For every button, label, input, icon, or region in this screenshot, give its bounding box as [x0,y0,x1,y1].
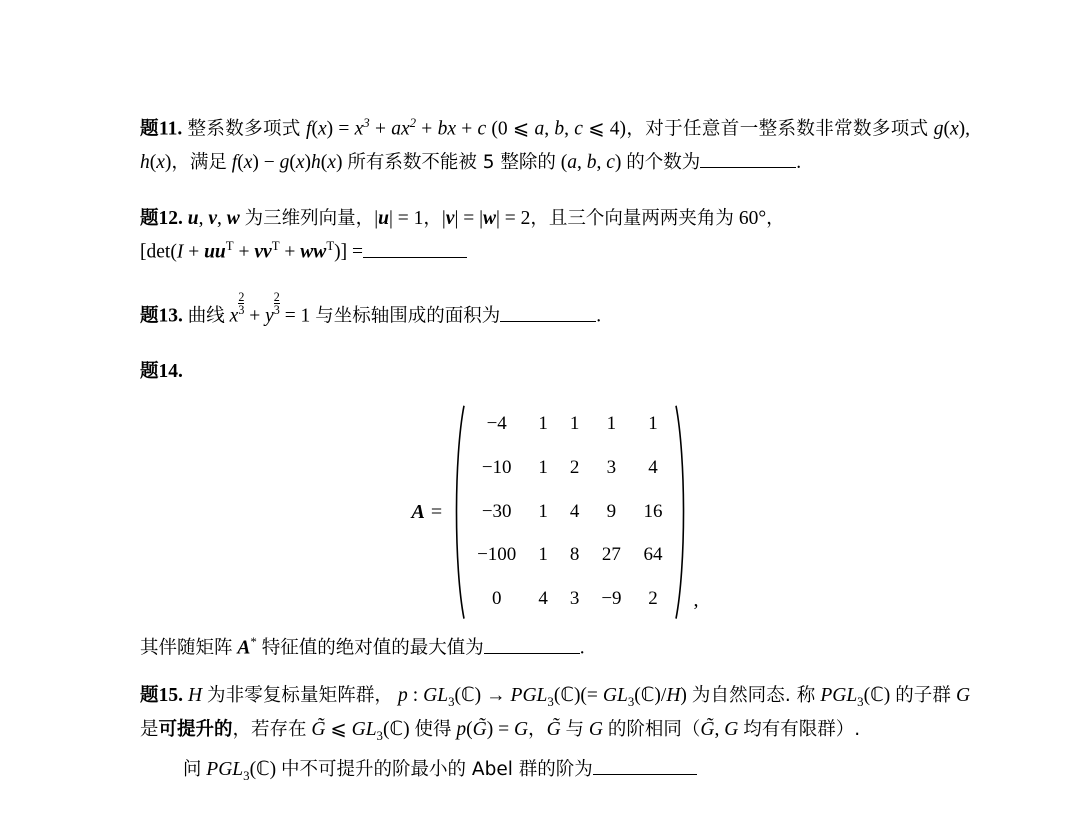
problem-11-text-1: 整系数多项式 [187,118,301,140]
problem-14-answer-blank[interactable] [484,653,580,654]
matrix-cell: 27 [601,544,621,566]
right-paren-icon [674,403,690,621]
matrix-cell: −9 [601,587,622,609]
matrix-row [466,490,673,534]
matrix-cell: −4 [486,413,507,435]
matrix-cell: 2 [648,587,658,609]
matrix-row [466,403,673,447]
matrix-cell: 0 [491,587,502,609]
problem-15-pgl: PGL [820,685,858,707]
left-paren-icon [450,403,466,621]
matrix-display [140,403,970,621]
matrix-row [466,577,673,621]
problem-15-hom: p [398,685,408,707]
matrix-cell: 3 [606,456,617,478]
matrix-row [466,534,673,578]
matrix-cell: 64 [643,544,663,566]
matrix-cell: 4 [648,456,658,478]
problem-15-label: 题 [140,685,159,707]
problem-12-number: 12. [158,207,183,229]
matrix-cell: 1 [648,413,658,435]
problem-12: 题12. u, v, w 为三维列向量，|u| = 1，|v| = |w| = 2，且三个向量两两夹角为 60°， $[\det(I + uu^T + vv^T + ww^T)]$ = [140,207,785,263]
adjugate-symbol: A [237,637,251,659]
matrix-cell: 1 [538,413,548,435]
problem-15-emph: 可提升的 [158,719,233,741]
problem-13-label: 题 [140,305,159,327]
matrix-cell: −10 [481,456,512,478]
problem-11-formula-4: ( [560,152,568,174]
matrix-cell: 1 [538,544,548,566]
matrix-cell: −30 [481,500,512,522]
problem-14-label: 题 [140,361,159,383]
problem-11-formula-3: f [231,152,238,174]
matrix-cell: 1 [569,413,580,435]
problem-11-formula-2: g [933,118,944,140]
matrix-name: A [411,500,425,523]
matrix-cell: 3 [569,587,580,609]
problem-12-det-expr: [det( [140,241,177,263]
matrix-row [466,446,673,490]
problem-11-formula-1: f [306,118,312,140]
problem-13-answer-blank[interactable] [500,321,596,322]
matrix-table [466,403,673,621]
problem-14-after-text: 其伴随矩阵 A* 特征值的绝对值的最大值为 . [140,635,585,659]
problem-12-angle: 60° [738,207,767,229]
matrix-cell: 4 [569,500,580,522]
problem-15-question-line: 问 $PGL_3(ℂ)$ 中不可提升的阶最小的 Abel 群的阶为 [140,753,970,787]
problem-15-number: 15. [158,685,183,707]
problem-11-answer-blank[interactable] [700,167,796,168]
problem-11: 题11. 整系数多项式 $f(x) = x^3 + ax^2$ + bx + c (0 ⩽ a, b, c ⩽ 4)，对于任意首一整系数非常数多项式 g(x), h(x)，满足 f(x) − g(x)h(x) 所有系数不能被 5 整除的 (a, b, c) 的个数为 . [140,116,971,174]
matrix-cell: 2 [569,456,580,478]
matrix-trailing-comma: , [693,588,699,611]
problem-11-label: 题 [140,118,159,140]
problem-15-gtilde: G̃ [311,719,326,741]
matrix-cell: 16 [643,500,663,522]
problem-12-label: 题 [140,207,159,229]
problem-14 [140,355,970,665]
matrix-cell: 9 [606,500,617,522]
problem-15: 题15. H 为非零复标量矩阵群， p : $GL_3(ℂ)$ → $PGL_3(ℂ)(=$ $GL_3(ℂ)/H$) 为自然同态. 称 $PGL_3(ℂ)$ 的子群 G 是可提升的，若存在 G̃ ⩽ $GL_3(ℂ)$ 使得 p(G̃) = G，G̃ 与 G 的阶相同（G̃, G 均有有限群）. 问 $PGL_3(ℂ)$ 中不可提升的阶最小的 Abel 群的阶为 [140,679,970,787]
problem-13: 题13. 曲线 x $\frac{2}{3}$ + y $\frac{2}{3}$ = 1 与坐标轴围成的面积为 . [140,290,602,327]
problem-12-vectors: u [187,207,199,229]
matrix-equals: = [430,500,443,523]
problem-12-answer-blank[interactable] [363,257,467,258]
problem-13-number: 13. [158,305,183,327]
problem-11-number: 11. [158,118,183,140]
matrix-cell: 8 [569,544,580,566]
problem-15-H: H [187,685,203,707]
problem-14-number: 14. [158,361,183,383]
matrix-cell: 4 [538,587,548,609]
matrix-cell: 1 [538,500,548,522]
matrix-cell: −100 [477,544,517,566]
problem-15-pgl-2: PGL [206,759,244,781]
problem-15-answer-blank[interactable] [593,774,697,775]
matrix-cell: 1 [606,413,617,435]
problem-13-curve: x [229,305,239,327]
matrix-cell: 1 [538,456,548,478]
